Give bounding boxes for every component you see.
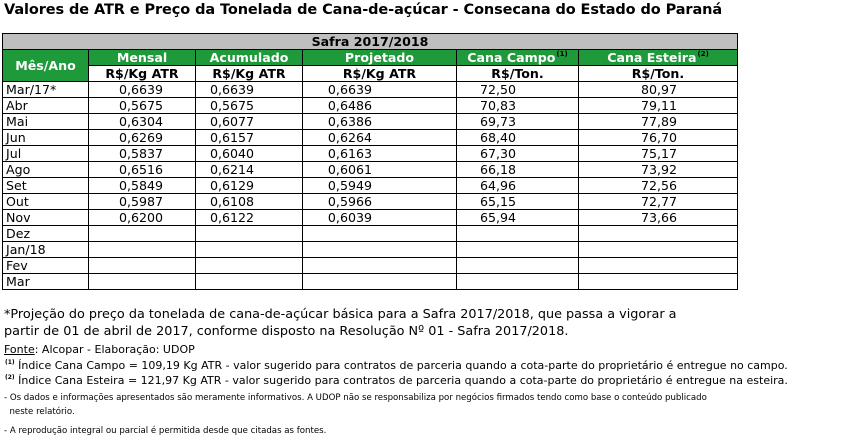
month-cell: Jun [3, 130, 89, 146]
value-cell [196, 274, 303, 290]
value-cell: 68,40 [457, 130, 579, 146]
month-cell: Mar [3, 274, 89, 290]
value-cell: 0,5849 [89, 178, 196, 194]
value-cell [457, 242, 579, 258]
month-cell: Fev [3, 258, 89, 274]
value-cell: 0,5675 [196, 98, 303, 114]
month-cell: Mar/17* [3, 82, 89, 98]
column-header-label: Cana Esteira [607, 50, 697, 65]
value-cell: 0,6108 [196, 194, 303, 210]
value-cell: 65,94 [457, 210, 579, 226]
value-cell: 79,11 [579, 98, 738, 114]
value-cell [457, 226, 579, 242]
value-cell [89, 274, 196, 290]
value-cell: 0,6200 [89, 210, 196, 226]
table-row [3, 242, 738, 258]
page-title: Valores de ATR e Preço da Tonelada de Cana-de-açúcar - Consecana do Estado do Paraná [4, 2, 723, 18]
reproduction-note: - A reprodução integral ou parcial é permitida desde que citadas as fontes. [4, 426, 327, 436]
value-cell: 0,6039 [303, 210, 457, 226]
table-row [3, 130, 738, 146]
value-cell: 0,6163 [303, 146, 457, 162]
projection-note-line1: *Projeção do preço da tonelada de cana-de-açúcar básica para a Safra 2017/2018, que passa a vigorar a [4, 307, 677, 322]
value-cell: 73,66 [579, 210, 738, 226]
value-cell: 0,6639 [303, 82, 457, 98]
table-row [3, 98, 738, 114]
month-header: Mês/Ano [3, 50, 89, 82]
value-cell [303, 226, 457, 242]
month-cell: Dez [3, 226, 89, 242]
value-cell: 0,6639 [89, 82, 196, 98]
table-row [3, 82, 738, 98]
value-cell: 69,73 [457, 114, 579, 130]
month-cell: Nov [3, 210, 89, 226]
value-cell: 0,6304 [89, 114, 196, 130]
value-cell: 72,77 [579, 194, 738, 210]
column-unit-0: R$/Kg ATR [89, 66, 196, 82]
column-header-footnote-mark: (1) [556, 50, 568, 58]
table-row [3, 162, 738, 178]
value-cell: 70,83 [457, 98, 579, 114]
column-header-4 [579, 50, 738, 66]
value-cell [196, 258, 303, 274]
atr-price-table [2, 33, 738, 290]
column-header-label: Projetado [344, 50, 415, 65]
column-header-1 [196, 50, 303, 66]
value-cell: 0,6269 [89, 130, 196, 146]
column-header-label: Mensal [116, 50, 168, 65]
value-cell: 65,15 [457, 194, 579, 210]
value-cell [303, 258, 457, 274]
value-cell: 0,6386 [303, 114, 457, 130]
safra-header-row [3, 34, 738, 50]
value-cell: 0,6077 [196, 114, 303, 130]
value-cell: 0,5987 [89, 194, 196, 210]
value-cell [196, 226, 303, 242]
month-cell: Mai [3, 114, 89, 130]
footnote-2 [4, 374, 788, 387]
table-row [3, 274, 738, 290]
value-cell: 73,92 [579, 162, 738, 178]
value-cell: 0,6639 [196, 82, 303, 98]
value-cell [89, 242, 196, 258]
value-cell: 64,96 [457, 178, 579, 194]
table-row [3, 178, 738, 194]
value-cell: 72,56 [579, 178, 738, 194]
value-cell [579, 226, 738, 242]
value-cell: 75,17 [579, 146, 738, 162]
month-cell: Ago [3, 162, 89, 178]
column-unit-row [3, 66, 738, 82]
disclaimer-line1: - Os dados e informações apresentados são meramente informativos. A UDOP não se responsabiliza por negócios firmados tendo como base o conteúdo publicado [4, 393, 707, 403]
projection-note-line2: partir de 01 de abril de 2017, conforme disposto na Resolução Nº 01 - Safra 2017/2018. [4, 324, 569, 339]
value-cell [579, 242, 738, 258]
column-header-label: Cana Campo [467, 50, 556, 65]
value-cell: 0,6486 [303, 98, 457, 114]
value-cell: 0,5837 [89, 146, 196, 162]
footnote-1-mark: (1) [5, 359, 15, 366]
value-cell: 0,6214 [196, 162, 303, 178]
value-cell: 0,6516 [89, 162, 196, 178]
footnote-2-text: Índice Cana Esteira = 121,97 Kg ATR - valor sugerido para contratos de parceria quando a cota-parte do proprietário é entregue na esteira. [14, 374, 788, 387]
column-unit-4: R$/Ton. [579, 66, 738, 82]
column-unit-1: R$/Kg ATR [196, 66, 303, 82]
table-row [3, 226, 738, 242]
month-cell: Jan/18 [3, 242, 89, 258]
month-cell: Out [3, 194, 89, 210]
value-cell: 0,6264 [303, 130, 457, 146]
column-header-3 [457, 50, 579, 66]
table-row [3, 146, 738, 162]
value-cell: 67,30 [457, 146, 579, 162]
value-cell: 72,50 [457, 82, 579, 98]
value-cell [457, 258, 579, 274]
value-cell [89, 258, 196, 274]
value-cell: 0,6129 [196, 178, 303, 194]
footnote-2-mark: (2) [5, 374, 15, 381]
column-name-row [3, 50, 738, 66]
value-cell [579, 258, 738, 274]
value-cell [579, 274, 738, 290]
table-row [3, 258, 738, 274]
value-cell: 0,6061 [303, 162, 457, 178]
column-header-2 [303, 50, 457, 66]
value-cell [89, 226, 196, 242]
value-cell [196, 242, 303, 258]
source-note [4, 343, 195, 356]
value-cell [303, 242, 457, 258]
value-cell: 0,5966 [303, 194, 457, 210]
column-header-label: Acumulado [209, 50, 289, 65]
column-unit-2: R$/Kg ATR [303, 66, 457, 82]
value-cell [303, 274, 457, 290]
table-row [3, 114, 738, 130]
safra-label: Safra 2017/2018 [3, 34, 738, 50]
column-header-0 [89, 50, 196, 66]
value-cell: 0,5949 [303, 178, 457, 194]
footnote-1-text: Índice Cana Campo = 109,19 Kg ATR - valor sugerido para contratos de parceria quando a cota-parte do proprietário é entregue no campo. [14, 359, 788, 372]
value-cell: 0,5675 [89, 98, 196, 114]
column-unit-3: R$/Ton. [457, 66, 579, 82]
value-cell [457, 274, 579, 290]
month-cell: Jul [3, 146, 89, 162]
value-cell: 0,6040 [196, 146, 303, 162]
month-cell: Abr [3, 98, 89, 114]
table-row [3, 194, 738, 210]
value-cell: 0,6122 [196, 210, 303, 226]
value-cell: 0,6157 [196, 130, 303, 146]
footnote-1 [4, 359, 788, 372]
source-label: Fonte [4, 343, 35, 356]
value-cell: 76,70 [579, 130, 738, 146]
month-cell: Set [3, 178, 89, 194]
column-header-footnote-mark: (2) [697, 50, 709, 58]
value-cell: 77,89 [579, 114, 738, 130]
source-text: : Alcopar - Elaboração: UDOP [34, 343, 195, 356]
disclaimer-line2: neste relatório. [4, 407, 75, 417]
value-cell: 66,18 [457, 162, 579, 178]
value-cell: 80,97 [579, 82, 738, 98]
table-row [3, 210, 738, 226]
